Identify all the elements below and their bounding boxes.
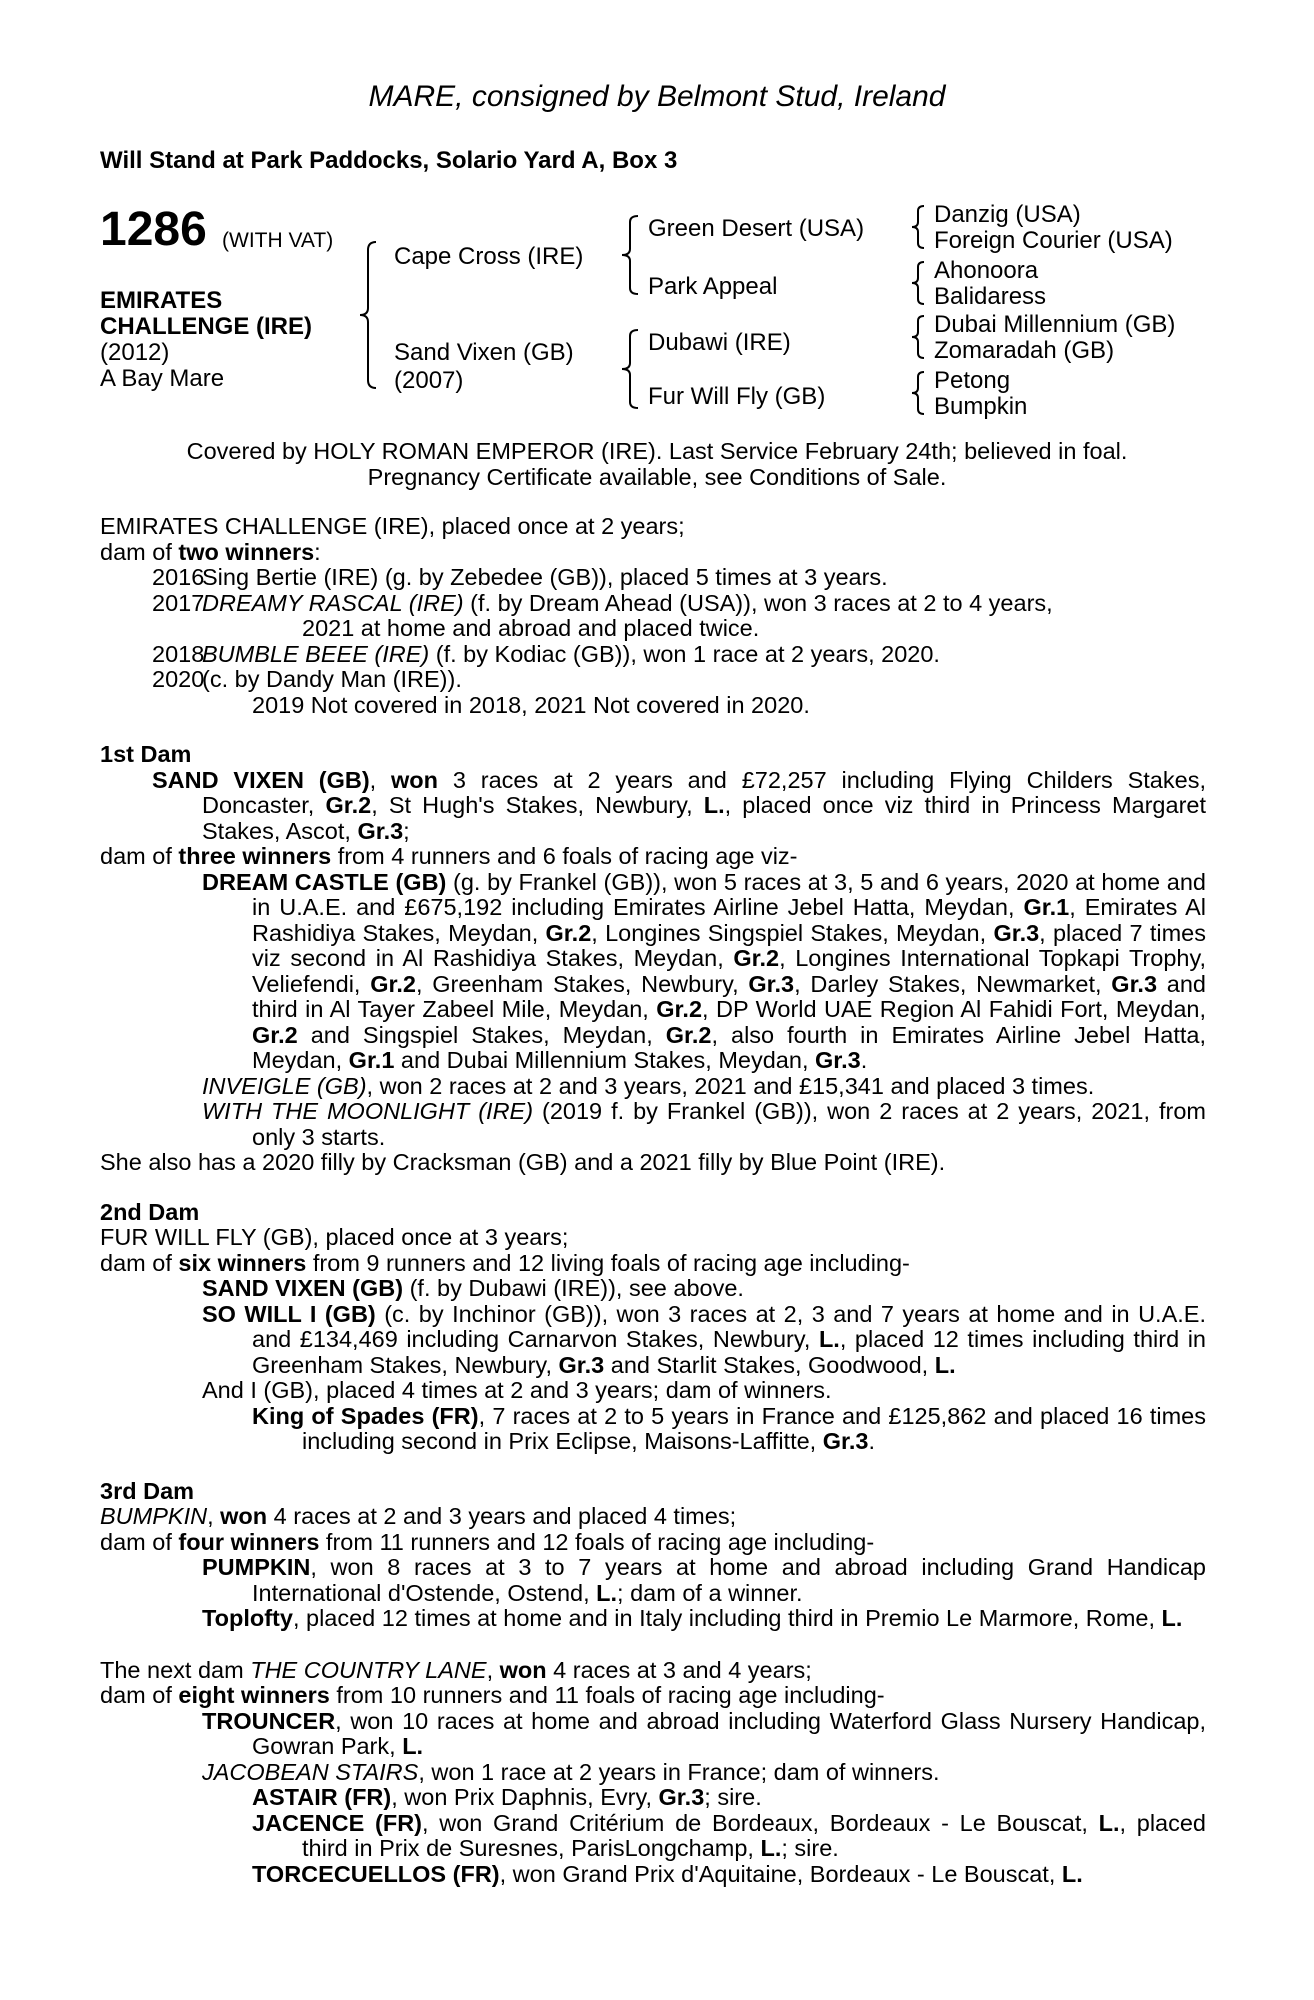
dam3-damof: dam of four winners from 11 runners and 12 foals of racing age including- xyxy=(100,1528,875,1555)
dam2-offspring-sand-vixen: SAND VIXEN (GB) (f. by Dubawi (IRE)), see above. xyxy=(202,1275,744,1301)
produce-item: 2016 Sing Bertie (IRE) (g. by Zebedee (GB)), placed 5 times at 3 years. xyxy=(152,564,888,590)
pedigree-brace-sd xyxy=(908,260,928,306)
dam3-record: BUMPKIN, won 4 races at 2 and 3 years and placed 4 times; xyxy=(100,1503,737,1529)
produce-intro: EMIRATES CHALLENGE (IRE), placed once at 2 years; xyxy=(100,513,685,539)
dam2-offspring-king-of-spades: King of Spades (FR), 7 races at 2 to 5 years in France and £125,862 and placed 16 times including second in Prix Eclipse, Maisons-Laffitte, Gr.3. xyxy=(252,1402,1206,1454)
dam2-offspring-so-will-i: SO WILL I (GB) (c. by Inchinor (GB)), won 3 races at 2, 3 and 7 years at home and in U.A.E. and £134,469 including Carnarvon Stakes, Newbury, L., placed 12 times including third in Greenham Stakes, Newbury, Gr.3 and Starlit Stakes, Goodwood, L. xyxy=(202,1300,1206,1378)
dam1-heading: 1st Dam xyxy=(100,741,192,767)
pedigree-sds: Ahonoora xyxy=(934,257,1039,284)
dam3-offspring-pumpkin: PUMPKIN, won 8 races at 3 to 7 years at home and abroad including Grand Handicap International d'Ostende, Ostend, L.; dam of a winner. xyxy=(202,1554,1206,1606)
dam1-offspring-moonlight: WITH THE MOONLIGHT (IRE) (2019 f. by Frankel (GB)), won 2 races at 2 years, 2021, from only 3 starts. xyxy=(202,1098,1206,1150)
dam1-offspring-dream-castle: DREAM CASTLE (GB) (g. by Frankel (GB)), won 5 races at 3, 5 and 6 years, 2020 at home and in U.A.E. and £675,192 including Emirates Airline Jebel Hatta, Meydan, Gr.1, Emirates Al Rashidiya Stakes, Meydan, Gr.2, Longines Singspiel Stakes, Meydan, Gr.3, placed 7 times viz second in Al Rashidiya Stakes, Meydan, Gr.2, Longines International Topkapi Trophy, Veliefendi, Gr.2, Greenham Stakes, Newbury, Gr.3, Darley Stakes, Newmarket, Gr.3 and third in Al Tayer Zabeel Mile, Meydan, Gr.2, DP World UAE Region Al Fahidi Fort, Meydan, Gr.2 and Singspiel Stakes, Meydan, Gr.2, also fourth in Emirates Airline Jebel Hatta, Meydan, Gr.1 and Dubai Millennium Stakes, Meydan, Gr.3. xyxy=(202,868,1206,1073)
produce-item-cont: 2021 at home and abroad and placed twice. xyxy=(302,615,760,641)
pedigree-dsd: Zomaradah (GB) xyxy=(934,337,1115,364)
pedigree-dss: Dubai Millennium (GB) xyxy=(934,311,1176,338)
pedigree-sire: Cape Cross (IRE) xyxy=(394,243,584,270)
dam4-grand-jacence: JACENCE (FR), won Grand Critérium de Bordeaux, Bordeaux - Le Bouscat, L., placed third in Prix de Suresnes, ParisLongchamp, L.; sire. xyxy=(252,1809,1207,1861)
pedigree-brace-main xyxy=(356,240,380,390)
covered-note: Covered by HOLY ROMAN EMPEROR (IRE). Last Service February 24th; believed in foal. Pregnancy Certificate available, see Conditions of Sale. xyxy=(186,438,1128,490)
pedigree-dds: Petong xyxy=(934,367,1011,394)
dam1-also: She also has a 2020 filly by Cracksman (GB) and a 2021 filly by Blue Point (IRE). xyxy=(100,1149,946,1175)
dam4-grand-astair: ASTAIR (FR), won Prix Daphnis, Evry, Gr.3; sire. xyxy=(252,1784,762,1810)
horse-name: EMIRATES CHALLENGE (IRE) xyxy=(100,287,312,340)
catalogue-body xyxy=(100,514,1206,1887)
pedigree-sss: Danzig (USA) xyxy=(934,201,1081,228)
page-title: MARE, consigned by Belmont Stud, Ireland xyxy=(368,80,946,113)
pedigree-brace-ds xyxy=(908,314,928,360)
pedigree-ds: Dubawi (IRE) xyxy=(648,329,791,356)
pedigree-ddd: Bumpkin xyxy=(934,393,1028,420)
pedigree-brace-dd xyxy=(908,370,928,416)
lot-number: 1286 xyxy=(100,203,207,256)
dam2-heading: 2nd Dam xyxy=(100,1198,200,1225)
pedigree-brace-ss xyxy=(908,204,928,250)
dam4-grand-torcecuellos: TORCECUELLOS (FR), won Grand Prix d'Aquitaine, Bordeaux - Le Bouscat, L. xyxy=(252,1860,1083,1887)
dam4-record: The next dam THE COUNTRY LANE, won 4 races at 3 and 4 years; xyxy=(100,1656,812,1683)
dam2-intro: FUR WILL FLY (GB), placed once at 3 years; xyxy=(100,1224,569,1250)
dam1-offspring-inveigle: INVEIGLE (GB), won 2 races at 2 and 3 years, 2021 and £15,341 and placed 3 times. xyxy=(202,1072,1095,1099)
dam4-offspring-jacobean-stairs: JACOBEAN STAIRS, won 1 race at 2 years in France; dam of winners. xyxy=(202,1758,940,1785)
pedigree-brace-sire xyxy=(618,214,642,296)
pedigree-brace-dam xyxy=(618,328,642,410)
dam2-offspring-and-i: And I (GB), placed 4 times at 2 and 3 years; dam of winners. xyxy=(202,1377,832,1403)
dam1-record: SAND VIXEN (GB), won 3 races at 2 years and £72,257 including Flying Childers Stakes, Doncaster, Gr.2, St Hugh's Stakes, Newbury, L., placed once viz third in Princess Margaret Stakes, Ascot, Gr.3; xyxy=(152,766,1206,844)
dam2-damof: dam of six winners from 9 runners and 12 living foals of racing age including- xyxy=(100,1249,910,1276)
pedigree-dam-year: (2007) xyxy=(394,367,464,394)
dam3-heading: 3rd Dam xyxy=(100,1477,195,1504)
pedigree-dd: Fur Will Fly (GB) xyxy=(648,383,826,410)
pedigree-dam: Sand Vixen (GB) xyxy=(394,339,574,366)
produce-note: 2019 Not covered in 2018, 2021 Not covered in 2020. xyxy=(252,691,810,718)
produce-damof: dam of two winners: xyxy=(100,538,321,565)
pedigree-sd: Park Appeal xyxy=(648,273,778,300)
produce-item: 2017 DREAMY RASCAL (IRE) (f. by Dream Ahead (USA)), won 3 races at 2 to 4 years, xyxy=(152,589,1053,616)
dam4-damof: dam of eight winners from 10 runners and 11 foals of racing age including- xyxy=(100,1682,885,1708)
pedigree-ss: Green Desert (USA) xyxy=(648,215,865,242)
dam4-offspring-trouncer: TROUNCER, won 10 races at home and abroad including Waterford Glass Nursery Handicap, Gowran Park, L. xyxy=(202,1707,1206,1759)
produce-item: 2018 BUMBLE BEEE (IRE) (f. by Kodiac (GB)), won 1 race at 2 years, 2020. xyxy=(152,640,940,667)
stand-location: Will Stand at Park Paddocks, Solario Yard A, Box 3 xyxy=(100,147,678,174)
pedigree-ssd: Foreign Courier (USA) xyxy=(934,227,1173,254)
horse-info: (2012) A Bay Mare xyxy=(100,339,225,392)
pedigree-sdd: Balidaress xyxy=(934,283,1047,310)
vat-label: (WITH VAT) xyxy=(222,229,334,252)
produce-item: 2020 (c. by Dandy Man (IRE)). xyxy=(152,666,462,692)
dam3-offspring-toplofty: Toplofty, placed 12 times at home and in Italy including third in Premio Le Marmore, Rome, L. xyxy=(202,1605,1183,1631)
dam1-damof: dam of three winners from 4 runners and 6 foals of racing age viz- xyxy=(100,843,798,869)
